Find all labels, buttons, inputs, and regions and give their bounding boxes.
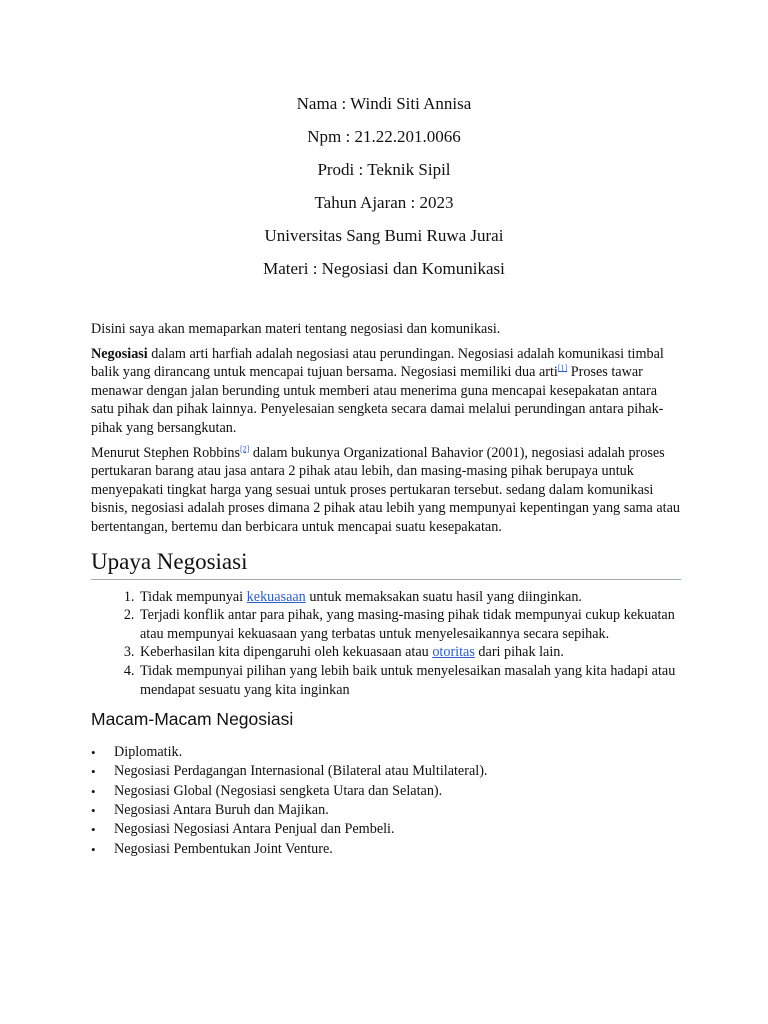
list-item: • Diplomatik. — [114, 743, 681, 762]
definition-paragraph — [91, 345, 681, 438]
study-program: Prodi : Teknik Sipil — [317, 160, 451, 179]
list-item: 2. Terjadi konflik antar para pihak, yang masing-masing pihak tidak mempunyai cukup kekuatan atau mempunyai kekuasaan yang terbatas untuk menyelesaikannya secara sepihak. — [138, 606, 681, 643]
macam-list — [91, 743, 681, 859]
list-item: 4. Tidak mempunyai pilihan yang lebih baik untuk menyelesaikan masalah yang kita hadapi atau mendapat sesuatu yang kita inginkan — [138, 662, 681, 699]
list-item: 1. Tidak mempunyai kekuasaan untuk memaksakan suatu hasil yang diinginkan. — [138, 588, 681, 607]
macam-heading: Macam-Macam Negosiasi — [91, 709, 294, 730]
footnote-ref-2[interactable]: [2] — [239, 443, 250, 453]
university-name: Universitas Sang Bumi Ruwa Jurai — [264, 226, 504, 245]
list-item: 3. Keberhasilan kita dipengaruhi oleh kekuasaan atau otoritas dari pihak lain. — [138, 643, 681, 662]
link-otoritas[interactable]: otoritas — [432, 644, 475, 661]
list-item: • Negosiasi Pembentukan Joint Venture. — [114, 840, 681, 859]
intro-paragraph: Disini saya akan memaparkan materi tentang negosiasi dan komunikasi. — [91, 321, 501, 337]
robbins-text-a: Menurut Stephen Robbins — [91, 444, 240, 461]
student-npm: Npm : 21.22.201.0066 — [307, 127, 461, 146]
student-name: Nama : Windi Siti Annisa — [296, 94, 472, 113]
list-item: • Negosiasi Antara Buruh dan Majikan. — [114, 801, 681, 820]
link-kekuasaan[interactable]: kekuasaan — [246, 588, 306, 605]
robbins-paragraph — [91, 444, 681, 537]
robbins-text-b: dalam bukunya Organizational Bahavior (2001), negosiasi adalah proses pertukaran barang atau jasa antara 2 pihak atau lebih, dan masing-masing pihak berupaya untuk menyepakati tingkat harga yang sesuai untuk proses pertukaran tersebut. sedang dalam komunikasi bisnis, negosiasi adalah proses dimana 2 pihak atau lebih yang mempunyai kepentingan yang sama atau bertentangan, bertemu dan berbicara untuk mencapai suatu kesepakatan. — [91, 444, 681, 535]
subject-title: Materi : Negosiasi dan Komunikasi — [263, 259, 505, 278]
footnote-ref-1[interactable]: [1] — [557, 363, 568, 373]
definition-term: Negosiasi — [91, 345, 148, 362]
identity-header — [0, 90, 768, 288]
list-item: • Negosiasi Negosiasi Antara Penjual dan Pembeli. — [114, 820, 681, 839]
upaya-heading: Upaya Negosiasi — [91, 547, 681, 580]
definition-text-b: Proses tawar menawar dengan jalan berunding untuk memberi atau menerima guna mencapai kesepakatan antara satu pihak dan pihak lainnya. Penyelesaian sengketa secara damai melalui perundingan antara pihak-pihak yang bersangkutan. — [91, 364, 664, 436]
academic-year: Tahun Ajaran : 2023 — [314, 193, 454, 212]
definition-text-a: dalam arti harfiah adalah negosiasi atau perundingan. Negosiasi adalah komunikasi timbal balik yang dirancang untuk mencapai tujuan bersama. Negosiasi memiliki dua arti — [91, 345, 664, 381]
list-item: • Negosiasi Global (Negosiasi sengketa Utara dan Selatan). — [114, 782, 681, 801]
document-body — [91, 320, 681, 859]
list-item: • Negosiasi Perdagangan Internasional (Bilateral atau Multilateral). — [114, 762, 681, 781]
upaya-list — [91, 588, 681, 700]
